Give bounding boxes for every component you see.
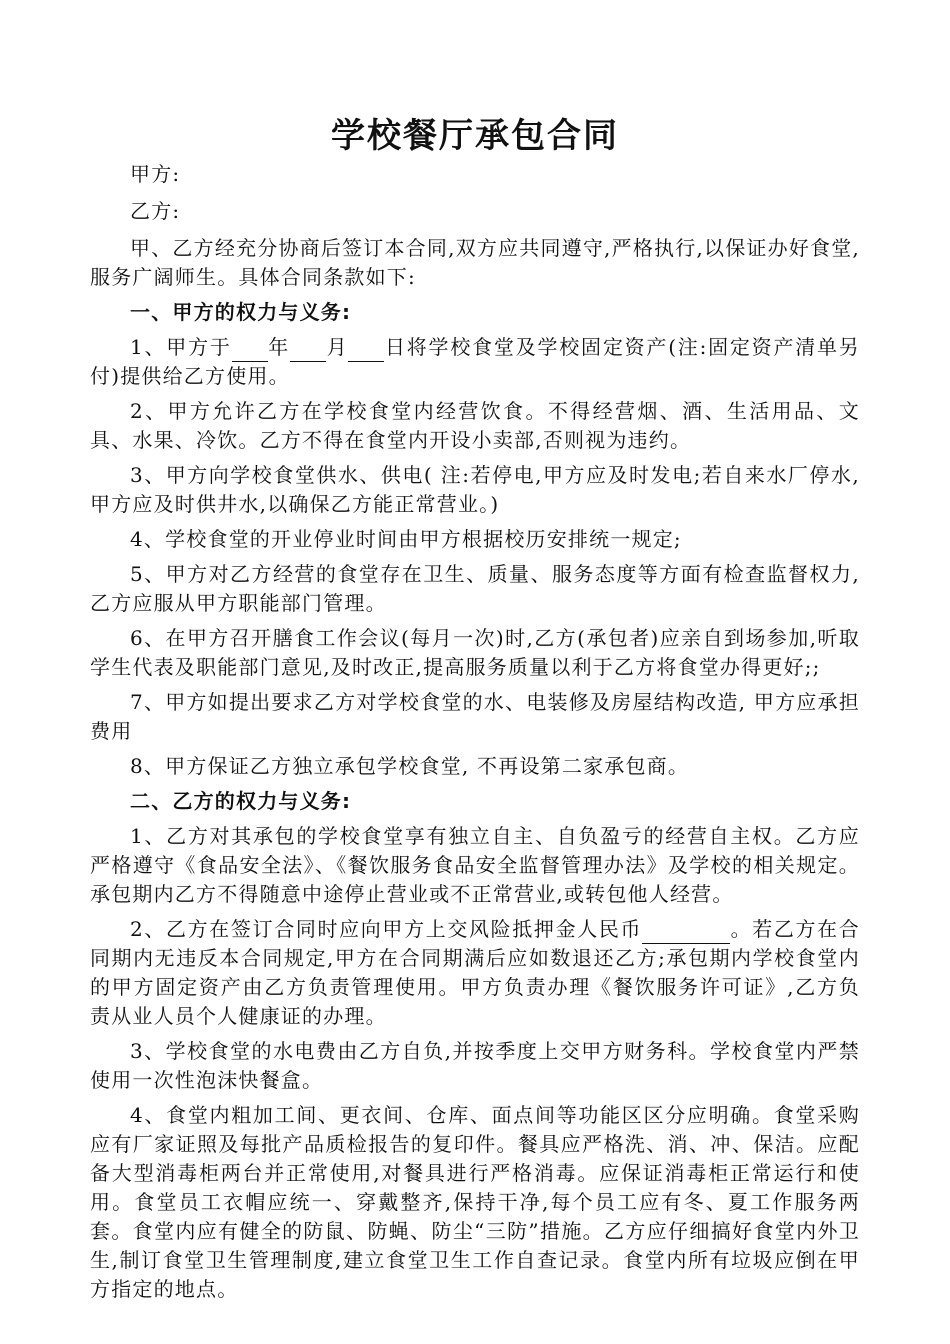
clause-text: 2、乙方在签订合同时应向甲方上交风险抵押金人民币	[130, 917, 643, 941]
year-blank	[232, 339, 268, 362]
section1-clause1	[90, 333, 860, 391]
deposit-amount-blank	[642, 921, 730, 944]
section2-heading: 二、乙方的权力与义务:	[130, 789, 352, 813]
section1-clause6: 6、在甲方召开膳食工作会议(每月一次)时,乙方(承包者)应亲自到场参加,听取学生代表及职能部门意见,及时改正,提高服务质量以利于乙方将食堂办得更好;;	[90, 626, 860, 679]
section2-clause3: 3、学校食堂的水电费由乙方自负,并按季度上交甲方财务科。学校食堂内严禁使用一次性泡沫快餐盒。	[90, 1039, 860, 1092]
section1-clause2: 2、甲方允许乙方在学校食堂内经营饮食。不得经营烟、酒、生活用品、文具、水果、冷饮。乙方不得在食堂内开设小卖部,否则视为违约。	[90, 399, 860, 452]
party-b-line: 乙方:	[130, 199, 181, 223]
section1-clause8: 8、甲方保证乙方独立承包学校食堂, 不再设第二家承包商。	[130, 754, 690, 778]
month-blank	[290, 339, 326, 362]
document-body	[90, 160, 860, 1310]
section2-clause2	[90, 915, 860, 1031]
section1-heading: 一、甲方的权力与义务:	[130, 300, 352, 324]
party-a-line: 甲方:	[130, 162, 181, 186]
clause-text: 。若乙方在合同期内无违反本合同规定,甲方在合同期满后应如数退还乙方;承包期内学校食堂内的甲方固定资产由乙方负责管理使用。甲方负责办理《餐饮服务许可证》,乙方负责从业人员个人健康证的办理。	[90, 917, 860, 1028]
document-title: 学校餐厅承包合同	[331, 116, 619, 156]
section1-clause5: 5、甲方对乙方经营的食堂存在卫生、质量、服务态度等方面有检查监督权力,乙方应服从甲方职能部门管理。	[90, 562, 860, 615]
section1-clause7: 7、甲方如提出要求乙方对学校食堂的水、电装修及房屋结构改造, 甲方应承担费用	[90, 690, 860, 743]
clause-text: 日将学校食堂及学校固定资产(注:固定资产清单另付)提供给乙方使用。	[90, 335, 861, 388]
section1-clause3: 3、甲方向学校食堂供水、供电( 注:若停电,甲方应及时发电;若自来水厂停水,甲方应及时供井水,以确保乙方能正常营业。)	[90, 463, 860, 516]
section1-clause4: 4、学校食堂的开业停业时间由甲方根据校历安排统一规定;	[130, 527, 682, 551]
section2-clause4: 4、食堂内粗加工间、更衣间、仓库、面点间等功能区区分应明确。食堂采购应有厂家证照及每批产品质检报告的复印件。餐具应严格洗、消、冲、保洁。应配备大型消毒柜两台并正常使用,对餐具进行严格消毒。应保证消毒柜正常运行和使用。食堂员工衣帽应统一、穿戴整齐,保持干净,每个员工应有冬、夏工作服务两套。食堂内应有健全的防鼠、防蝇、防尘“三防”措施。乙方应仔细搞好食堂内外卫生,制订食堂卫生管理制度,建立食堂卫生工作自查记录。食堂内所有垃圾应倒在甲方指定的地点。	[90, 1103, 860, 1301]
clause-text: 年	[267, 335, 291, 359]
clause-text: 月	[326, 335, 349, 359]
clause-text: 1、甲方于	[130, 335, 232, 359]
day-blank	[348, 339, 384, 362]
section2-clause1: 1、乙方对其承包的学校食堂享有独立自主、自负盈亏的经营自主权。乙方应严格遵守《食品安全法》、《餐饮服务食品安全监督管理办法》及学校的相关规定。承包期内乙方不得随意中途停止营业或不正常营业,或转包他人经营。	[90, 824, 860, 906]
intro-paragraph: 甲、乙方经充分协商后签订本合同,双方应共同遵守,严格执行,以保证办好食堂,服务广阔师生。具体合同条款如下:	[90, 236, 860, 289]
